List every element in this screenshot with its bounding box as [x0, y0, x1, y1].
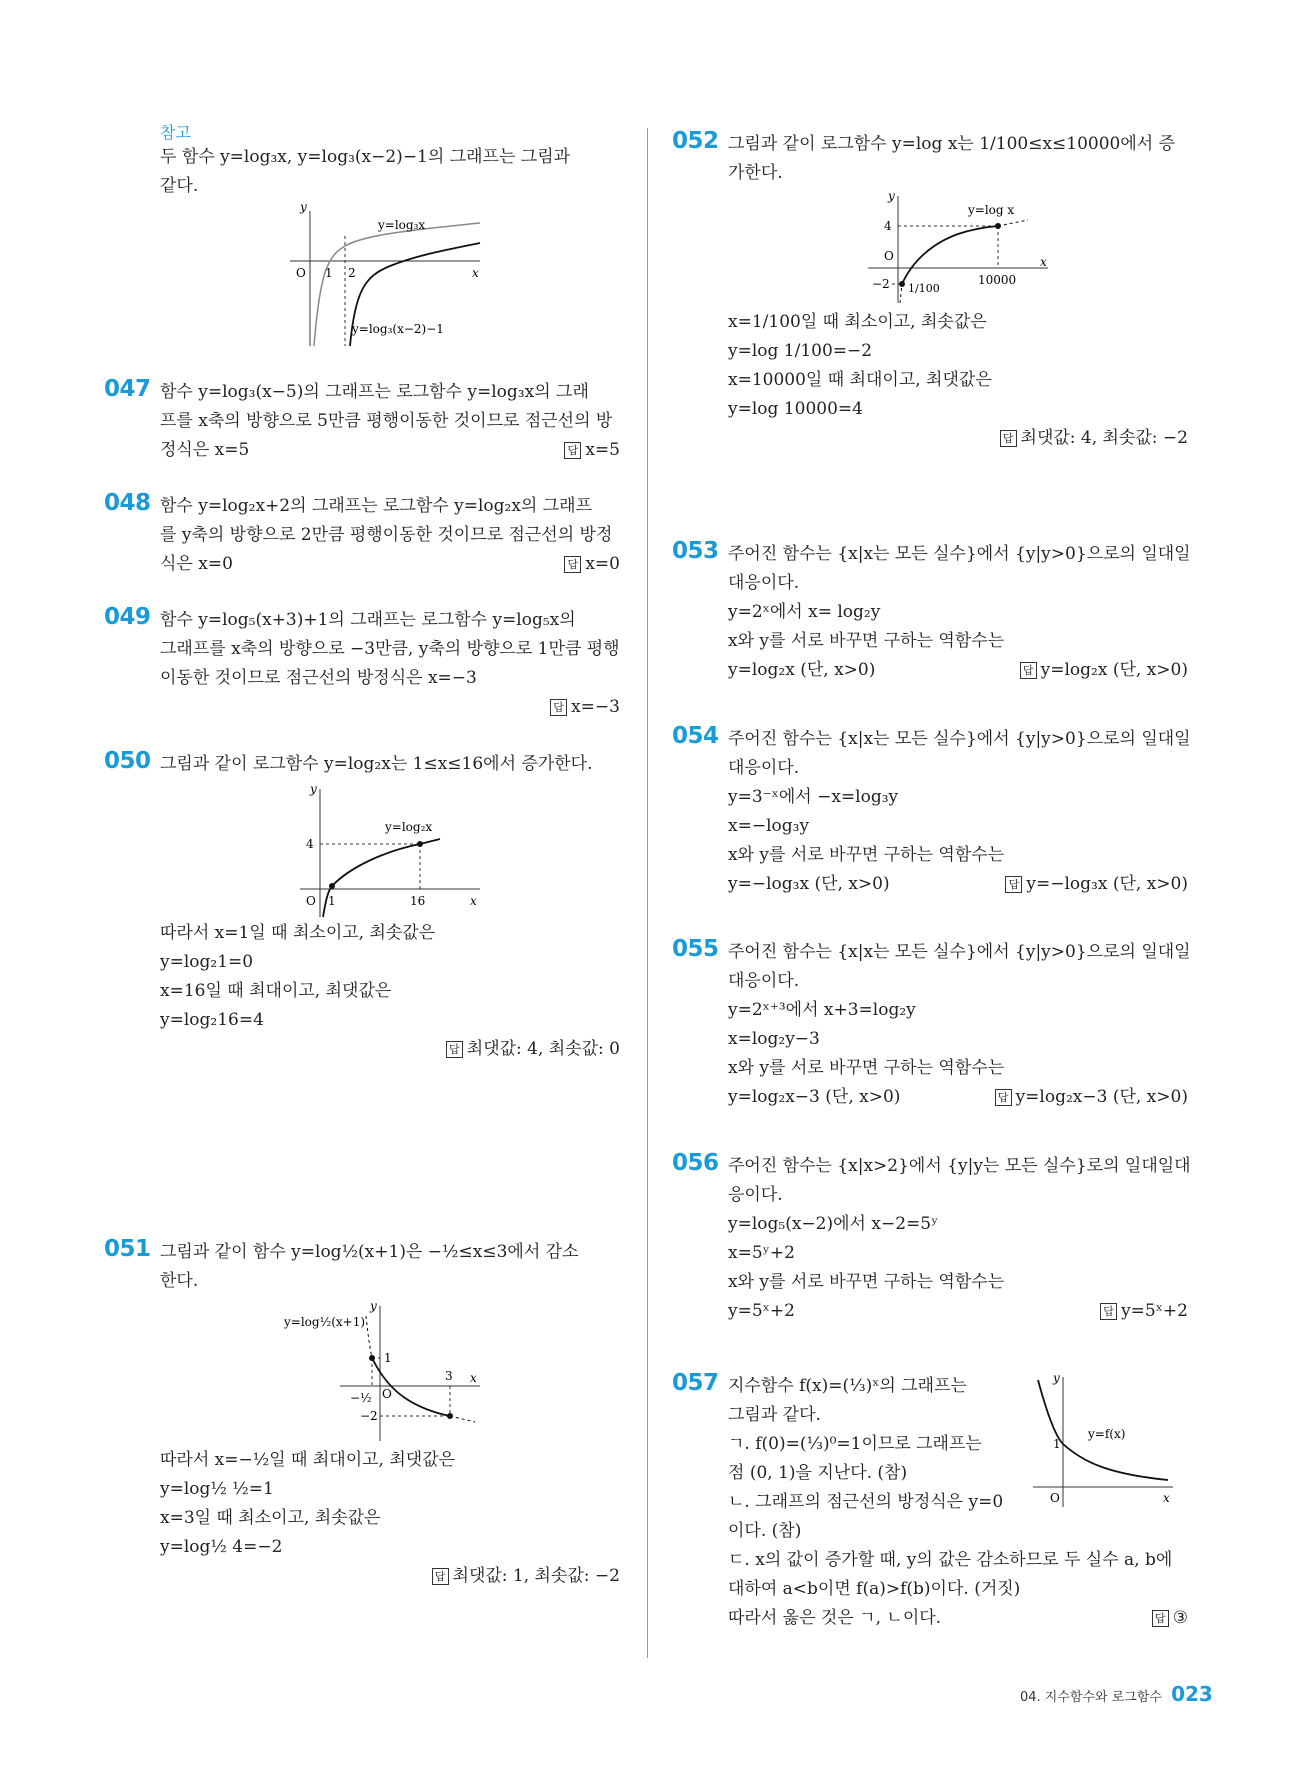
- note-block: [160, 120, 620, 351]
- curve-label: y=log₂x: [385, 820, 433, 834]
- tick-label: 4: [884, 219, 892, 233]
- curve-label: y=log₃(x−2)−1: [352, 322, 444, 336]
- text-line: x=5ʸ+2: [728, 1243, 795, 1263]
- text-line: 식은 x=0: [160, 554, 233, 574]
- problem-number: 054: [672, 723, 719, 749]
- text-line: 따라서 x=1일 때 최소이고, 최솟값은: [160, 923, 436, 943]
- note-line: 두 함수 y=log₃x, y=log₃(x−2)−1의 그래프는 그림과: [160, 147, 571, 167]
- text-line: 한다.: [160, 1271, 199, 1291]
- text-line: 응이다.: [728, 1185, 783, 1205]
- tick-label: −½: [350, 1391, 372, 1405]
- answer-text: y=log₂x (단, x>0): [1040, 660, 1188, 680]
- problem-number: 049: [104, 604, 151, 630]
- tick-label: 3: [445, 1369, 453, 1383]
- axis-x-label: x: [470, 894, 477, 908]
- text-line: x=log₂y−3: [728, 1029, 820, 1049]
- problem-048: [104, 490, 620, 579]
- problem-052: [672, 128, 1188, 453]
- answer-text: y=log₂x−3 (단, x>0): [1015, 1087, 1188, 1107]
- text-line: ㄷ. x의 값이 증가할 때, y의 값은 감소하므로 두 실수 a, b에: [728, 1550, 1173, 1570]
- text-line: y=5ˣ+2: [728, 1301, 795, 1321]
- origin-label: O: [1050, 1491, 1060, 1505]
- graph-050: [290, 779, 490, 919]
- text-line: 점 (0, 1)을 지난다. (참): [728, 1463, 908, 1483]
- text-line: y=log₂16=4: [160, 1010, 264, 1030]
- page-number: 023: [1171, 1682, 1213, 1706]
- answer-mark: 답: [1000, 430, 1017, 447]
- text-line: 정식은 x=5: [160, 440, 250, 460]
- text-line: 함수 y=log₃(x−5)의 그래프는 로그함수 y=log₃x의 그래: [160, 382, 589, 402]
- problem-number: 050: [104, 748, 151, 774]
- text-line: x와 y를 서로 바꾸면 구하는 역함수는: [728, 845, 1005, 865]
- curve-label: y=log₃x: [378, 218, 426, 232]
- text-line: 그래프를 x축의 방향으로 −3만큼, y축의 방향으로 1만큼 평행: [160, 639, 620, 659]
- answer-mark: 답: [564, 556, 581, 573]
- text-line: 가한다.: [728, 163, 783, 183]
- answer-text: x=0: [585, 554, 620, 574]
- axis-x-label: x: [470, 1371, 477, 1385]
- tick-label: 1/100: [908, 282, 940, 295]
- graph-057: [1028, 1372, 1178, 1512]
- text-line: y=log½ ½=1: [160, 1479, 274, 1499]
- text-line: y=log 10000=4: [728, 399, 863, 419]
- note-graph: [280, 201, 500, 351]
- answer-mark: 답: [1100, 1303, 1117, 1320]
- text-line: 주어진 함수는 {x|x>2}에서 {y|y는 모든 실수}로의 일대일대: [728, 1156, 1191, 1176]
- text-line: y=2ˣ에서 x= log₂y: [728, 602, 881, 622]
- text-line: 대응이다.: [728, 573, 800, 593]
- problem-047: [104, 376, 620, 465]
- answer-mark: 답: [1020, 662, 1037, 679]
- answer-text: 최댓값: 4, 최솟값: 0: [466, 1039, 620, 1059]
- tick-label: 4: [306, 837, 314, 851]
- text-line: x와 y를 서로 바꾸면 구하는 역함수는: [728, 1272, 1005, 1292]
- problem-number: 047: [104, 376, 151, 402]
- text-line: 지수함수 f(x)=(⅓)ˣ의 그래프는: [728, 1376, 967, 1396]
- text-line: 주어진 함수는 {x|x는 모든 실수}에서 {y|y>0}으로의 일대일: [728, 544, 1191, 564]
- text-line: 그림과 같이 함수 y=log½(x+1)은 −½≤x≤3에서 감소: [160, 1242, 579, 1262]
- tick-label: 1: [1053, 1437, 1061, 1451]
- origin-label: O: [382, 1387, 392, 1401]
- tick-label: −2: [360, 1409, 378, 1423]
- axis-y-label: y: [1053, 1372, 1060, 1385]
- problem-057: [672, 1370, 1188, 1633]
- problem-049: [104, 604, 620, 722]
- text-line: 대응이다.: [728, 971, 800, 991]
- text-line: 주어진 함수는 {x|x는 모든 실수}에서 {y|y>0}으로의 일대일: [728, 729, 1191, 749]
- text-line: y=log₅(x−2)에서 x−2=5ʸ: [728, 1214, 939, 1234]
- curve-label: y=log½(x+1): [284, 1315, 366, 1329]
- graph-052: [858, 188, 1058, 308]
- answer-mark: 답: [550, 699, 567, 716]
- axis-y-label: y: [300, 201, 307, 214]
- problem-number: 051: [104, 1236, 151, 1262]
- text-line: y=3⁻ˣ에서 −x=log₃y: [728, 787, 899, 807]
- text-line: x=1/100일 때 최소이고, 최솟값은: [728, 312, 987, 332]
- text-line: x=10000일 때 최대이고, 최댓값은: [728, 370, 992, 390]
- problem-number: 057: [672, 1370, 719, 1396]
- answer-mark: 답: [1152, 1610, 1169, 1627]
- tick-label: 16: [410, 894, 426, 908]
- text-line: 따라서 x=−½일 때 최대이고, 최댓값은: [160, 1450, 456, 1470]
- problem-053: [672, 538, 1191, 685]
- axis-x-label: x: [472, 266, 479, 280]
- note-line: 같다.: [160, 176, 199, 196]
- origin-label: O: [884, 249, 894, 263]
- answer-text: x=5: [585, 440, 620, 460]
- answer-text: ③: [1172, 1608, 1188, 1628]
- note-label: 참고: [160, 123, 191, 142]
- text-line: 주어진 함수는 {x|x는 모든 실수}에서 {y|y>0}으로의 일대일: [728, 942, 1191, 962]
- text-line: y=−log₃x (단, x>0): [728, 874, 890, 894]
- answer-mark: 답: [446, 1041, 463, 1058]
- tick-label: 2: [348, 266, 356, 280]
- text-line: y=2ˣ⁺³에서 x+3=log₂y: [728, 1000, 916, 1020]
- text-line: y=log₂1=0: [160, 952, 254, 972]
- text-line: ㄴ. 그래프의 점근선의 방정식은 y=0: [728, 1492, 1004, 1512]
- text-line: y=log 1/100=−2: [728, 341, 873, 361]
- answer-text: 최댓값: 1, 최솟값: −2: [452, 1566, 620, 1586]
- problem-055: [672, 936, 1191, 1112]
- text-line: 함수 y=log₅(x+3)+1의 그래프는 로그함수 y=log₅x의: [160, 610, 576, 630]
- text-line: y=log₂x−3 (단, x>0): [728, 1087, 901, 1107]
- text-line: ㄱ. f(0)=(⅓)⁰=1이므로 그래프는: [728, 1434, 982, 1454]
- text-line: x와 y를 서로 바꾸면 구하는 역함수는: [728, 1058, 1005, 1078]
- answer-text: y=−log₃x (단, x>0): [1026, 874, 1188, 894]
- chapter-title: 04. 지수함수와 로그함수: [1020, 1690, 1162, 1705]
- problem-number: 056: [672, 1150, 719, 1176]
- answer-text: 최댓값: 4, 최솟값: −2: [1020, 428, 1188, 448]
- problem-056: [672, 1150, 1191, 1326]
- text-line: 함수 y=log₂x+2의 그래프는 로그함수 y=log₂x의 그래프: [160, 496, 593, 516]
- axis-y-label: y: [370, 1299, 377, 1313]
- tick-label: 1: [328, 894, 336, 908]
- origin-label: O: [306, 894, 316, 908]
- text-line: 그림과 같이 로그함수 y=log x는 1/100≤x≤10000에서 증: [728, 134, 1176, 154]
- text-line: x와 y를 서로 바꾸면 구하는 역함수는: [728, 631, 1005, 651]
- problem-number: 053: [672, 538, 719, 564]
- problem-054: [672, 723, 1191, 899]
- answer-text: y=5ˣ+2: [1121, 1301, 1188, 1321]
- axis-x-label: x: [1163, 1491, 1170, 1505]
- text-line: 따라서 옳은 것은 ㄱ, ㄴ이다.: [728, 1608, 942, 1628]
- axis-x-label: x: [1040, 255, 1047, 269]
- tick-label: 10000: [978, 273, 1017, 287]
- text-line: 이다. (참): [728, 1521, 802, 1541]
- axis-y-label: y: [310, 782, 317, 796]
- text-line: x=16일 때 최대이고, 최댓값은: [160, 981, 392, 1001]
- text-line: 대하여 a<b이면 f(a)>f(b)이다. (거짓): [728, 1579, 1021, 1599]
- tick-label: 1: [384, 1351, 392, 1365]
- text-line: 대응이다.: [728, 758, 800, 778]
- answer-mark: 답: [564, 442, 581, 459]
- origin-label: O: [296, 266, 306, 280]
- problem-number: 052: [672, 128, 719, 154]
- text-line: 이동한 것이므로 점근선의 방정식은 x=−3: [160, 668, 477, 688]
- tick-label: 1: [325, 266, 333, 280]
- text-line: y=log₂x (단, x>0): [728, 660, 876, 680]
- text-line: x=3일 때 최소이고, 최솟값은: [160, 1508, 381, 1528]
- text-line: x=−log₃y: [728, 816, 810, 836]
- answer-mark: 답: [432, 1568, 449, 1585]
- problem-050: [104, 748, 620, 1064]
- text-line: 프를 x축의 방향으로 5만큼 평행이동한 것이므로 점근선의 방: [160, 411, 613, 431]
- answer-text: x=−3: [571, 697, 620, 717]
- axis-y-label: y: [888, 189, 895, 203]
- graph-051: [280, 1296, 500, 1446]
- problem-051: [104, 1236, 620, 1591]
- problem-number: 048: [104, 490, 151, 516]
- text-line: y=log½ 4=−2: [160, 1537, 283, 1557]
- curve-label: y=f(x): [1088, 1427, 1126, 1441]
- column-divider: [647, 128, 648, 1658]
- page-footer: [1020, 1682, 1213, 1706]
- problem-number: 055: [672, 936, 719, 962]
- text-line: 를 y축의 방향으로 2만큼 평행이동한 것이므로 점근선의 방정: [160, 525, 613, 545]
- answer-mark: 답: [1005, 876, 1022, 893]
- curve-label: y=log x: [968, 203, 1015, 217]
- text-line: 그림과 같이 로그함수 y=log₂x는 1≤x≤16에서 증가한다.: [160, 754, 593, 774]
- answer-mark: 답: [995, 1089, 1012, 1106]
- tick-label: −2: [872, 277, 890, 291]
- text-line: 그림과 같다.: [728, 1405, 821, 1425]
